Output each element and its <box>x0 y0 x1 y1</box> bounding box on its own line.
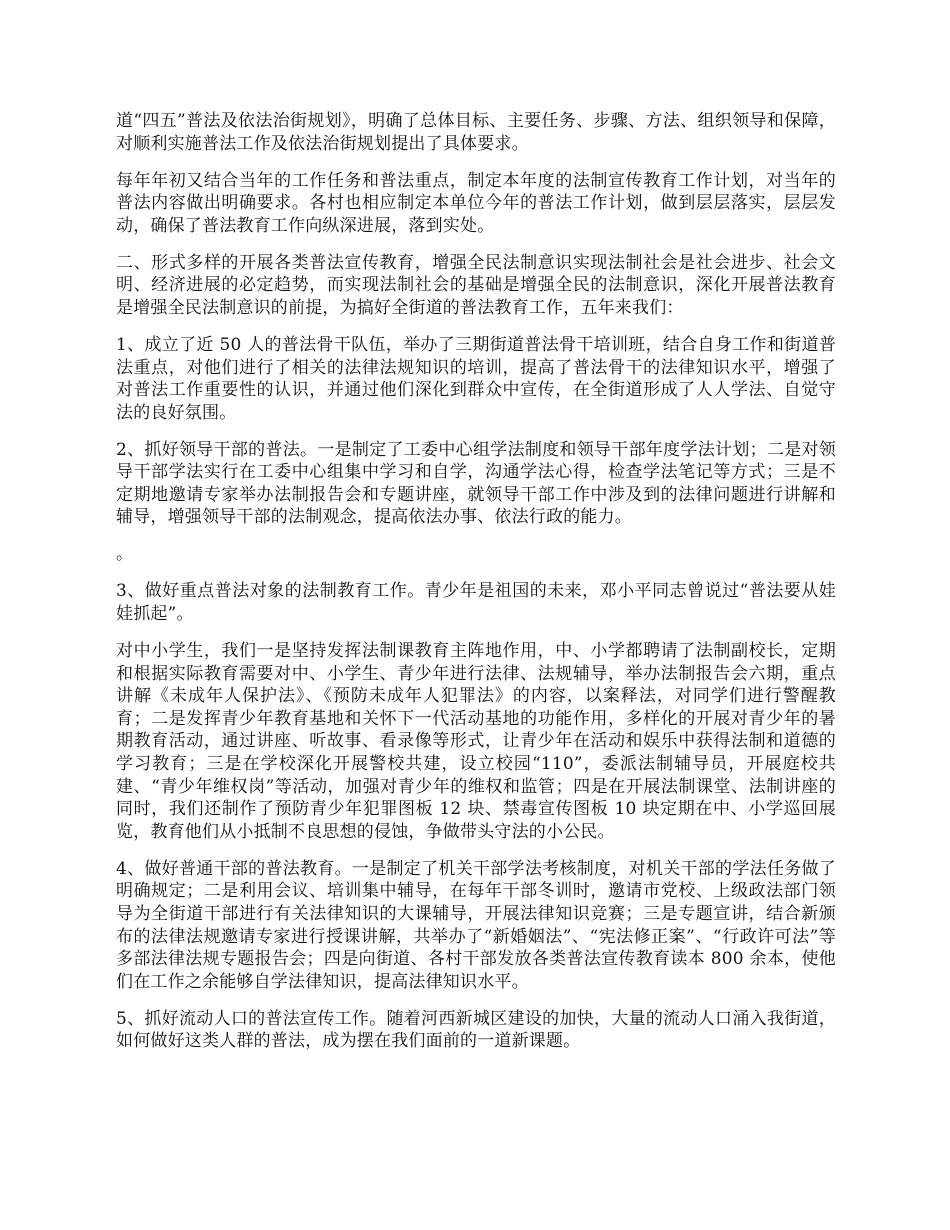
paragraph: 对中小学生，我们一是坚持发挥法制课教育主阵地作用，中、小学都聘请了法制副校长，定期和根据实际教育需要对中、小学生、青少年进行法律、法规辅导，举办法制报告会六期，重点讲解《未成年人保护法》、《预防未成年人犯罪法》的内容，以案释法，对同学们进行警醒教育；二是发挥青少年教育基地和关怀下一代活动基地的功能作用，多样化的开展对青少年的暑期教育活动，通过讲座、听故事、看录像等形式，让青少年在活动和娱乐中获得法制和道德的学习教育；三是在学校深化开展警校共建，设立校园“110”，委派法制辅导员，开展庭校共建、“青少年维权岗”等活动，加强对青少年的维权和监管；四是在开展法制课堂、法制讲座的同时，我们还制作了预防青少年犯罪图板 12 块、禁毒宣传图板 10 块定期在中、小学巡回展览，教育他们从小抵制不良思想的侵蚀，争做带头守法的小公民。 <box>116 641 836 842</box>
paragraph: 二、形式多样的开展各类普法宣传教育，增强全民法制意识实现法制社会是社会进步、社会文明、经济进展的必定趋势，而实现法制社会的基础是增强全民的法制意识，深化开展普法教育是增强全民法制意识的前提，为搞好全街道的普法教育工作，五年来我们： <box>116 252 836 318</box>
document-body <box>116 110 836 1067</box>
paragraph: 道“四五”普法及依法治街规划》，明确了总体目标、主要任务、步骤、方法、组织领导和保障，对顺利实施普法工作及依法治街规划提出了具体要求。 <box>116 111 836 154</box>
paragraph: 。 <box>116 544 134 565</box>
paragraph: 3、做好重点普法对象的法制教育工作。青少年是祖国的未来，邓小平同志曾说过“普法要从娃娃抓起”。 <box>116 581 836 625</box>
paragraph: 5、抓好流动人口的普法宣传工作。随着河西新城区建设的加快，大量的流动人口涌入我街道，如何做好这类人群的普法，成为摆在我们面前的一道新课题。 <box>116 1008 836 1052</box>
paragraph: 1、成立了近 50 人的普法骨干队伍，举办了三期街道普法骨干培训班，结合自身工作和街道普法重点，对他们进行了相关的法律法规知识的培训，提高了普法骨干的法律知识水平，增强了对普法工作重要性的认识，并通过他们深化到群众中宣传，在全街道形成了人人学法、自觉守法的良好氛围。 <box>116 334 836 423</box>
paragraph: 每年年初又结合当年的工作任务和普法重点，制定本年度的法制宣传教育工作计划，对当年的普法内容做出明确要求。各村也相应制定本单位今年的普法工作计划，做到层层落实，层层发动，确保了普法教育工作向纵深进展，落到实处。 <box>116 170 836 236</box>
paragraph: 2、抓好领导干部的普法。一是制定了工委中心组学法制度和领导干部年度学法计划；二是对领导干部学法实行在工委中心组集中学习和自学，沟通学法心得，检查学法笔记等方式；三是不定期地邀请专家举办法制报告会和专题讲座，就领导干部工作中涉及到的法律问题进行讲解和辅导，增强领导干部的法制观念，提高依法办事、依法行政的能力。 <box>116 439 836 528</box>
paragraph: 4、做好普通干部的普法教育。一是制定了机关干部学法考核制度，对机关干部的学法任务做了明确规定；二是利用会议、培训集中辅导，在每年干部冬训时，邀请市党校、上级政法部门领导为全街道干部进行有关法律知识的大课辅导，开展法律知识竞赛；三是专题宣讲，结合新颁布的法律法规邀请专家进行授课讲解，共举办了“新婚姻法”、“宪法修正案”、“行政许可法”等多部法律法规专题报告会；四是向街道、各村干部发放各类普法宣传教育读本 800 余本，使他们在工作之余能够自学法律知识，提高法律知识水平。 <box>116 858 836 992</box>
